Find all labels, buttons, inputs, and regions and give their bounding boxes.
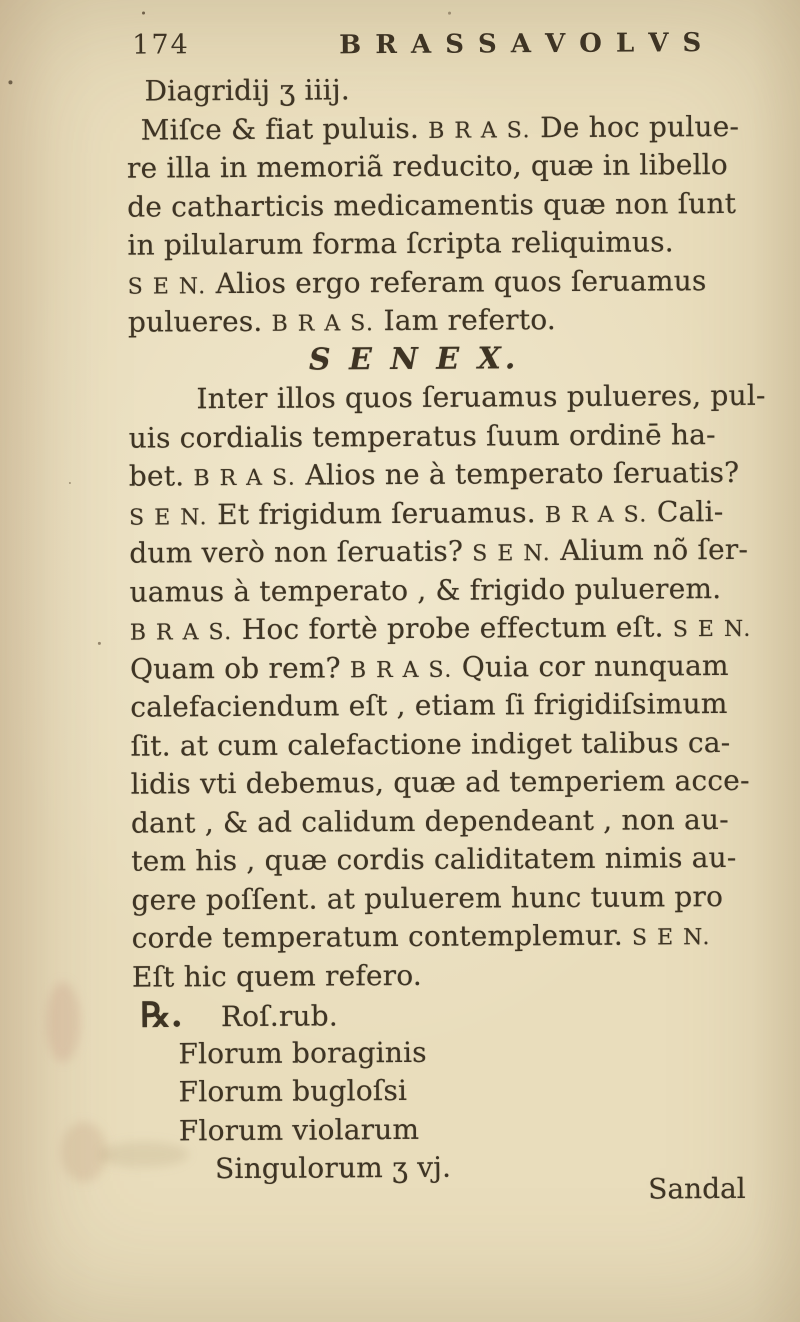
text-line	[127, 223, 757, 265]
speaker-label: B R A S.	[428, 117, 532, 144]
speaker-label: B R A S.	[193, 465, 297, 492]
text-line	[128, 261, 758, 303]
text-segment: Diagridij ʒ iiij.	[144, 73, 350, 108]
paper-speck	[8, 80, 12, 84]
text-line	[130, 685, 760, 727]
text-segment: Iam referto.	[374, 303, 557, 338]
text-line	[129, 569, 759, 611]
text-line	[129, 531, 759, 573]
running-title: B R A S S A V O L V S	[339, 28, 704, 61]
text-segment: Quia cor nunquam	[452, 648, 729, 684]
paper-speck	[69, 482, 71, 484]
text-segment: Alios ergo referam quos ſeruamus	[206, 263, 707, 300]
text-segment: Inter illos quos ſeruamus pulueres, pul-	[196, 378, 766, 416]
text-segment: uis cordialis temperatus ſuum ordinē ha-	[128, 417, 716, 455]
text-line	[131, 839, 761, 881]
speaker-label: B R A S.	[129, 620, 233, 646]
text-segment: Florum boraginis	[178, 1035, 427, 1070]
text-segment: gere poſſent. at puluerem hunc tuum pro	[131, 879, 724, 917]
text-segment: Hoc fortè probe effectum eſt.	[232, 610, 673, 647]
text-segment: re illa in memoriã reducito, quæ in libello	[126, 147, 729, 185]
text-line	[128, 338, 758, 380]
text-segment: tem his , quæ cordis caliditatem nimis au-	[131, 840, 737, 878]
speaker-label: B R A S.	[349, 657, 453, 683]
text-segment: uamus à temperato , & frigido puluerem.	[129, 571, 722, 609]
text-segment: corde temperatum contemplemur.	[131, 918, 633, 955]
text-segment: Cali-	[647, 494, 724, 528]
text-segment: Florum bugloſsi	[178, 1073, 408, 1109]
text-segment: Florum violarum	[178, 1112, 420, 1147]
text-segment: Singulorum ʒ vj.	[214, 1150, 452, 1186]
speaker-label: S E N.	[472, 541, 552, 567]
speaker-label: S E N.	[129, 504, 209, 531]
text-segment: Eſt hic quem refero.	[131, 958, 423, 994]
text-segment: Alios ne à temperato ſeruatis?	[296, 455, 740, 492]
catchword: Sandal	[648, 1171, 746, 1206]
speaker-label: S E N.	[127, 273, 207, 300]
text-segment: dum verò non ſeruatis?	[129, 534, 473, 570]
text-block	[126, 69, 766, 1189]
text-segment: de catharticis medicamentis quæ non ſunt	[127, 186, 737, 224]
text-segment: De hoc pulue-	[530, 109, 740, 144]
text-line	[127, 184, 757, 226]
paper-speck	[98, 642, 101, 645]
page-number: 174	[132, 29, 190, 61]
speaker-label: S E N.	[672, 616, 752, 643]
text-segment: dant , & ad calidum dependeant , non au-	[130, 802, 729, 840]
text-segment: Alium nõ ſer-	[551, 532, 749, 568]
text-segment: in pilularum forma ſcripta reliquimus.	[127, 225, 674, 262]
text-segment: calefaciendum eſt , etiam ſi frigidiſsimum	[130, 686, 728, 724]
text-line	[129, 492, 759, 534]
text-line	[130, 646, 760, 688]
text-line	[131, 800, 761, 842]
text-segment: ſit. at cum calefactione indiget talibus ca-	[130, 725, 731, 763]
text-line	[127, 146, 757, 188]
text-line	[133, 1108, 763, 1150]
text-line	[126, 69, 756, 111]
text-line	[128, 300, 758, 342]
text-line	[132, 1031, 762, 1073]
paper-speck	[448, 12, 451, 15]
text-segment: Quam ob rem?	[129, 650, 350, 686]
text-segment: Et frigidum ſeruamus.	[207, 495, 546, 531]
text-line	[132, 954, 762, 996]
text-line	[133, 1070, 763, 1112]
text-segment: lidis vti debemus, quæ ad temperiem acce-	[130, 763, 750, 801]
paper-stain	[46, 982, 80, 1062]
section-heading: S E N E X.	[308, 340, 520, 378]
text-segment: pulueres.	[127, 304, 272, 339]
text-line	[129, 454, 759, 496]
text-line	[131, 762, 761, 804]
speaker-label: S E N.	[631, 925, 712, 951]
text-line	[132, 993, 762, 1035]
text-line	[131, 877, 761, 919]
paper-speck	[142, 12, 145, 15]
speaker-label: B R A S.	[544, 501, 648, 528]
text-line	[127, 107, 757, 149]
text-line	[130, 723, 760, 765]
speaker-label: B R A S.	[271, 311, 375, 337]
text-segment: Miſce & fiat puluis.	[140, 111, 429, 147]
text-line	[130, 608, 760, 650]
text-segment: bet.	[128, 459, 194, 493]
text-line	[132, 916, 762, 958]
prescription-take-symbol: ℞.	[140, 995, 184, 1036]
text-line	[128, 377, 766, 419]
text-segment: Roſ.rub.	[220, 999, 339, 1034]
text-line	[129, 415, 759, 457]
